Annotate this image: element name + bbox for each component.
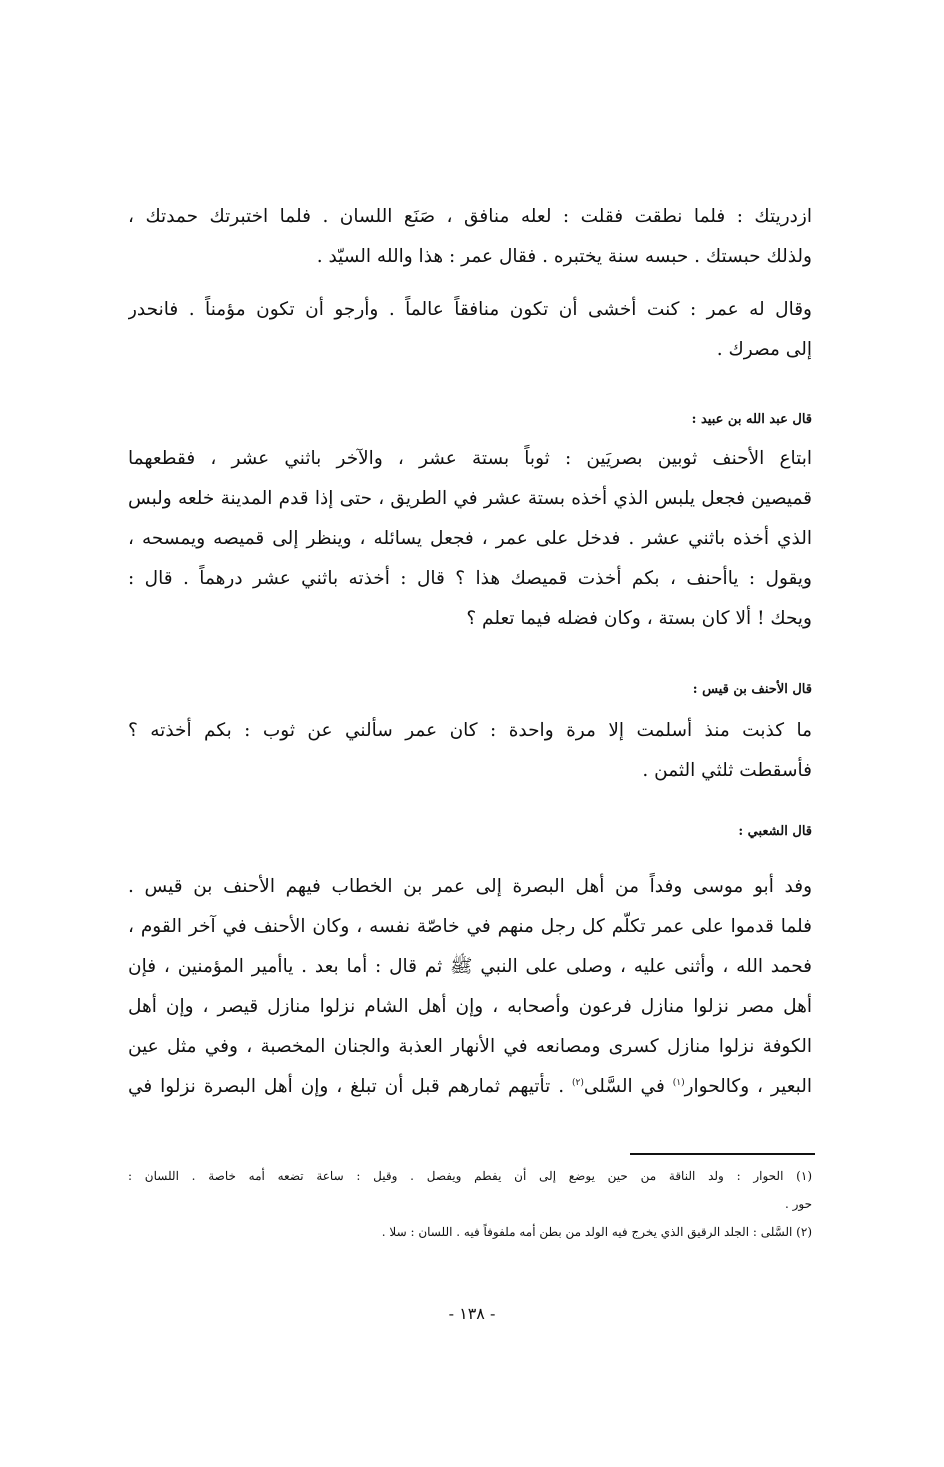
footnote-ref-1: (١) (672, 1077, 685, 1088)
text-line-with-footnote-refs (128, 1067, 812, 1107)
text-line: ازدريتك : فلما نطقت فقلت : لعله منافق ، صَنَع اللسان . فلما اختبرتك حمدتك ، (128, 206, 812, 227)
text-line: وقال له عمر : كنت أخشى أن تكون منافقاً عالماً . وأرجو أن تكون مؤمناً . فانحدر (128, 299, 812, 320)
footnote-line: حور . (784, 1197, 812, 1211)
text-line: الكوفة نزلوا منازل كسرى ومصانعه في الأنهار العذبة والجنان المخصبة ، وفي مثل عين (128, 1036, 812, 1057)
line-part: البعير ، وكالحوار (684, 1076, 812, 1097)
footnote-ref-2: (٢) (571, 1077, 584, 1088)
paragraph-1 (128, 197, 812, 277)
section-heading-2: قال الأحنف بن قيس : (692, 682, 812, 697)
paragraph-4 (128, 711, 812, 791)
line-part: في السَّلى (583, 1076, 673, 1097)
footnote-divider (630, 1153, 815, 1155)
text-line: وفد أبو موسى وفداً من أهل البصرة إلى عمر بن الخطاب فيهم الأحنف بن قيس . (128, 876, 812, 897)
paragraph-2 (128, 290, 812, 370)
paragraph-3 (128, 439, 812, 639)
text-line: ويقول : ياأحنف ، بكم أخذت قميصك هذا ؟ قال : أخذته باثني عشر درهماً . قال : (128, 568, 812, 589)
text-line: فأسقطت ثلثي الثمن . (642, 760, 812, 781)
text-line: إلى مصرك . (716, 339, 812, 360)
text-line: فحمد الله ، وأثنى عليه ، وصلى على النبي ﷺ ثم قال : أما بعد . ياأمير المؤمنين ، فإن (128, 956, 812, 977)
paragraph-5 (128, 867, 812, 1107)
footnote-line: (١) الحوار : ولد الناقة من حين يوضع إلى أن يفطم ويفصل . وقيل : ساعة تضعه أمه خاصة . اللسان : (128, 1169, 812, 1183)
page-number: - ١٣٨ - (448, 1304, 496, 1323)
text-line: أهل مصر نزلوا منازل فرعون وأصحابه ، وإن أهل الشام نزلوا منازل قيصر ، وإن أهل (128, 996, 812, 1017)
footnote-2 (128, 1218, 812, 1246)
footnote-line: (٢) السَّلى : الجلد الرقيق الذي يخرج فيه الولد من بطن أمه ملفوفاً فيه . اللسان : سلا . (381, 1225, 812, 1239)
text-line: ابتاع الأحنف ثوبين بصريَين : ثوباً بستة عشر ، والآخر باثني عشر ، فقطعهما (128, 448, 812, 469)
text-line: ويحك ! ألا كان بستة ، وكان فضله فيما تعلم ؟ (466, 608, 812, 629)
text-line: ولذلك حبستك . حبسه سنة يختبره . فقال عمر : هذا والله السيّد . (316, 246, 812, 267)
text-line: ما كذبت منذ أسلمت إلا مرة واحدة : كان عمر سألني عن ثوب : بكم أخذته ؟ (128, 720, 812, 741)
text-line: قميصين فجعل يلبس الذي أخذه بستة عشر في الطريق ، حتى إذا قدم المدينة خلعه ولبس (128, 488, 812, 509)
text-line: فلما قدموا على عمر تكلّم كل رجل منهم في خاصّة نفسه ، وكان الأحنف في آخر القوم ، (128, 916, 812, 937)
footnote-1 (128, 1162, 812, 1218)
text-line: الذي أخذه باثني عشر . فدخل على عمر ، فجعل يسائله ، وينظر إلى قميصه ويمسحه ، (128, 528, 812, 549)
section-heading-3: قال الشعبي : (738, 824, 812, 839)
line-part: . تأتيهم ثمارهم قبل أن تبلغ ، وإن أهل البصرة نزلوا في (128, 1076, 572, 1097)
section-heading-1: قال عبد الله بن عبيد : (691, 412, 812, 427)
